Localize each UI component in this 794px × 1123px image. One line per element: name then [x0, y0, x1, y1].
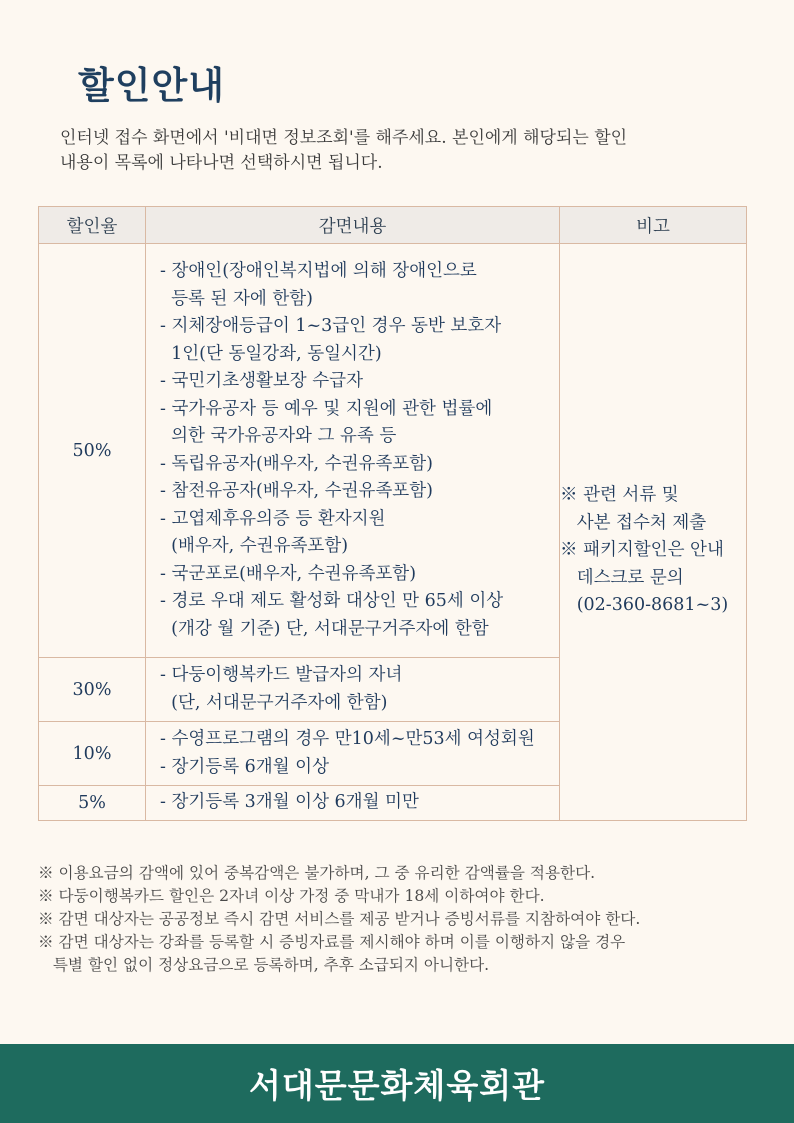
content-line: 의한 국가유공자와 그 유족 등 [160, 426, 397, 446]
rate-cell: 10% [39, 722, 146, 786]
footnote-line: ※ 다둥이행복카드 할인은 2자녀 이상 가정 중 막내가 18세 이하여야 한다. [38, 887, 545, 905]
content-cell [146, 244, 560, 658]
note-line: ※ 패키지할인은 안내 [560, 540, 724, 561]
content-line: - 지체장애등급이 1~3급인 경우 동반 보호자 [160, 316, 502, 336]
footnotes [38, 862, 778, 977]
content-line: - 장애인(장애인복지법에 의해 장애인으로 [160, 261, 477, 281]
intro-text [60, 126, 760, 176]
content-cell [146, 658, 560, 722]
content-line: - 국군포로(배우자, 수권유족포함) [160, 563, 417, 584]
footnote-line: ※ 감면 대상자는 강좌를 등록할 시 증빙자료를 제시해야 하며 이를 이행하지 않을 경우 [38, 933, 626, 951]
content-line: - 수영프로그램의 경우 만10세~만53세 여성회원 [160, 729, 535, 749]
discount-table [38, 206, 747, 821]
content-line: 등록 된 자에 한함) [160, 288, 313, 309]
header-content: 감면내용 [146, 207, 560, 244]
content-line: - 독립유공자(배우자, 수권유족포함) [160, 453, 433, 474]
footer-banner [0, 1044, 794, 1123]
content-line: - 고엽제후유의증 등 환자지원 [160, 508, 386, 529]
content-line: (배우자, 수권유족포함) [160, 536, 349, 556]
rate-cell: 5% [39, 786, 146, 821]
table-header-row [39, 207, 747, 244]
content-line: - 경로 우대 제도 활성화 대상인 만 65세 이상 [160, 591, 504, 611]
footnote-line: 특별 할인 없이 정상요금으로 등록하며, 추후 소급되지 아니한다. [38, 956, 490, 974]
note-line: ※ 관련 서류 및 [560, 485, 679, 506]
footer-title: 서대문문화체육회관 [249, 1066, 545, 1105]
content-line: - 장기등록 6개월 이상 [160, 756, 329, 777]
header-note: 비고 [560, 207, 747, 244]
note-line: (02-360-8681~3) [560, 595, 729, 616]
content-line: (단, 서대문구거주자에 한함) [160, 692, 388, 713]
content-line: (개강 월 기준) 단, 서대문구거주자에 한함 [160, 618, 489, 639]
intro-line: 인터넷 접수 화면에서 '비대면 정보조회'를 해주세요. 본인에게 해당되는 할인 [60, 128, 628, 148]
rate-cell: 30% [39, 658, 146, 722]
note-line: 사본 접수처 제출 [560, 512, 707, 533]
content-cell [146, 786, 560, 821]
content-line: - 참전유공자(배우자, 수권유족포함) [160, 481, 433, 501]
header-rate: 할인율 [39, 207, 146, 244]
content-line: - 장기등록 3개월 이상 6개월 미만 [160, 792, 419, 813]
content-line: - 국민기초생활보장 수급자 [160, 371, 363, 391]
page-title: 할인안내 [78, 64, 225, 107]
table-row [39, 244, 747, 658]
note-cell [560, 244, 747, 821]
content-line: - 국가유공자 등 예우 및 지원에 관한 법률에 [160, 398, 493, 419]
content-line: 1인(단 동일강좌, 동일시간) [160, 343, 382, 364]
footnote-line: ※ 이용요금의 감액에 있어 중복감액은 불가하며, 그 중 유리한 감액률을 적용한다. [38, 864, 596, 882]
rate-cell: 50% [39, 244, 146, 658]
content-line: - 다둥이행복카드 발급자의 자녀 [160, 665, 403, 685]
note-line: 데스크로 문의 [560, 567, 684, 588]
content-cell [146, 722, 560, 786]
footnote-line: ※ 감면 대상자는 공공정보 즉시 감면 서비스를 제공 받거나 증빙서류를 지참하여야 한다. [38, 910, 641, 928]
intro-line: 내용이 목록에 나타나면 선택하시면 됩니다. [60, 153, 383, 173]
